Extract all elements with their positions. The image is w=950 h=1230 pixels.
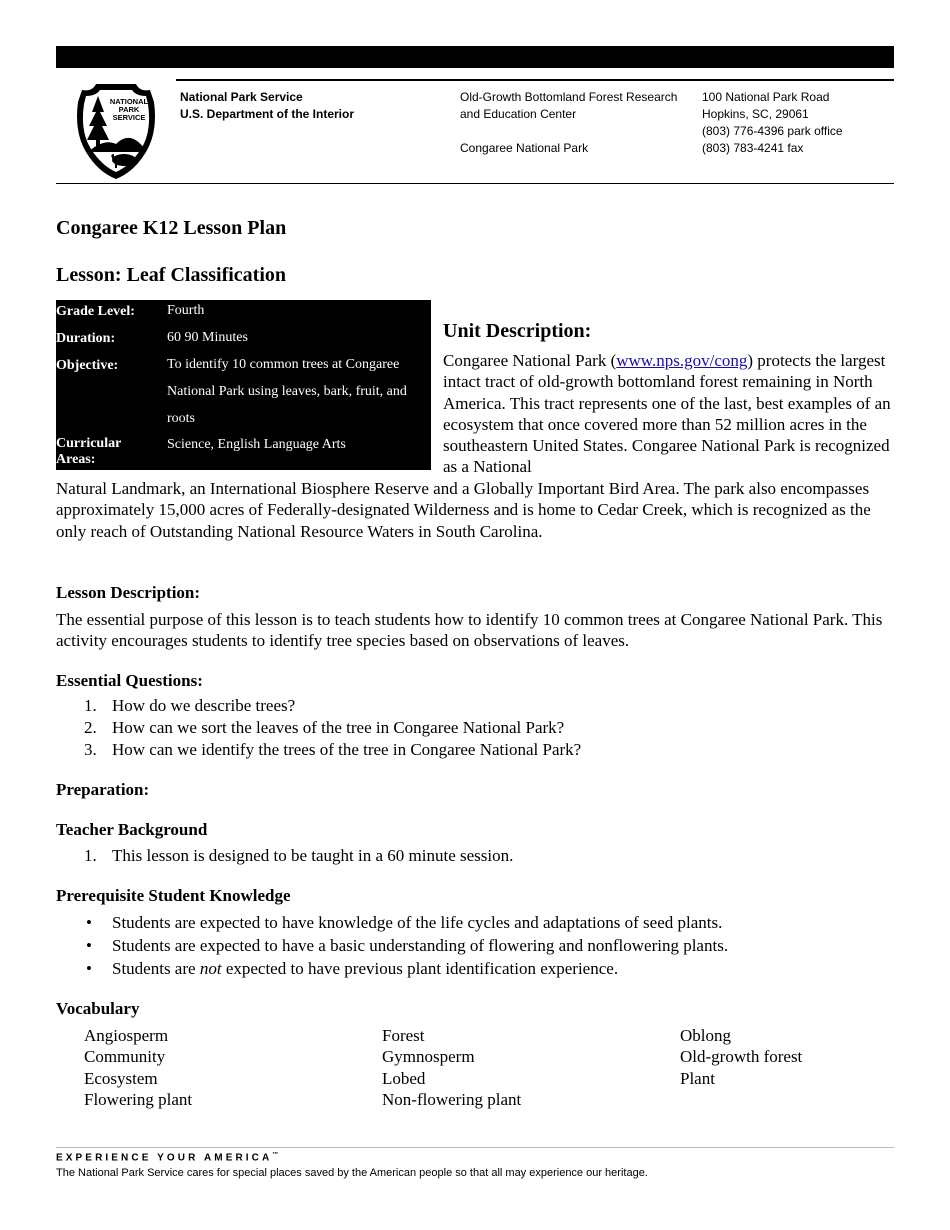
bullet-2: • xyxy=(86,936,92,955)
prerequisite-heading: Prerequisite Student Knowledge xyxy=(56,886,291,905)
duration-label: Duration: xyxy=(56,331,116,346)
prerequisite-3-emphasis: not xyxy=(199,959,222,978)
background-1: This lesson is designed to be taught in a 60 minute session. xyxy=(112,846,514,865)
vocabulary-column-1 xyxy=(84,1025,192,1110)
question-1: How do we describe trees? xyxy=(112,696,296,715)
address-block xyxy=(702,89,843,157)
org-block xyxy=(180,89,354,123)
vocabulary-heading: Vocabulary xyxy=(56,999,140,1018)
address-city: Hopkins, SC, 29061 xyxy=(702,107,809,121)
unit-text-start: Congaree National Park ( xyxy=(443,351,617,370)
vocab-term: Ecosystem xyxy=(84,1068,158,1088)
footer-rule xyxy=(56,1147,894,1148)
lesson-description-heading: Lesson Description: xyxy=(56,583,201,602)
grade-label: Grade Level: xyxy=(56,304,135,319)
phone-office: (803) 776-4396 park office xyxy=(702,124,843,138)
lesson-info-box xyxy=(56,300,431,470)
center-name-line2: and Education Center xyxy=(460,107,577,121)
objective-value: To identify 10 common trees at Congaree National Park using leaves, bark, fruit, and roots xyxy=(167,357,407,426)
grade-value: Fourth xyxy=(167,303,205,318)
prerequisite-1: Students are expected to have knowledge of the life cycles and adaptations of seed plants. xyxy=(112,913,723,932)
spacer xyxy=(460,123,677,140)
vocab-term: Community xyxy=(84,1047,166,1067)
unit-description-continuation: Natural Landmark, an International Biosphere Reserve and a Globally Important Bird Area. The park also encompasses approximately 15,000 acres of Federally-designated Wilderness and is home to Cedar Creek, which is recognized as the only reach of Outstanding National Resource Waters in South Carolina. xyxy=(56,479,871,541)
prerequisite-3 xyxy=(112,959,618,979)
page-title: Congaree K12 Lesson Plan xyxy=(56,217,287,239)
tagline-text: EXPERIENCE YOUR AMERICA xyxy=(56,1152,273,1164)
preparation-heading: Preparation: xyxy=(56,780,150,799)
unit-description-text xyxy=(443,350,893,478)
prerequisite-3-end: expected to have previous plant identification experience. xyxy=(221,959,619,978)
unit-text-rest: ) protects the largest intact tract of old-growth bottomland forest remaining in North America. This tract represents one of the last, best examples of an ecosystem that once covered more than 52 million acres in the southeastern United States. Congaree National Park is recognized as a National xyxy=(443,351,891,477)
header-bottom-rule xyxy=(56,183,894,184)
vocab-term: Gymnosperm xyxy=(382,1047,475,1067)
question-2-number: 2. xyxy=(84,718,97,737)
nps-arrowhead-logo xyxy=(74,82,158,180)
background-1-number: 1. xyxy=(84,846,97,865)
logo-text-park: PARK xyxy=(118,105,140,114)
nps-link[interactable]: www.nps.gov/cong xyxy=(616,351,748,370)
lesson-title: Lesson: Leaf Classification xyxy=(56,264,286,286)
vocab-term: Non-flowering plant xyxy=(382,1089,522,1109)
vocabulary-column-3 xyxy=(680,1025,802,1089)
center-block xyxy=(460,89,677,157)
duration-value: 60 90 Minutes xyxy=(167,330,248,345)
center-name-line1: Old-Growth Bottomland Forest Research xyxy=(460,90,678,104)
areas-value: Science, English Language Arts xyxy=(167,437,346,452)
logo-text-national: NATIONAL xyxy=(109,97,149,106)
vocab-term: Old-growth forest xyxy=(680,1047,803,1067)
park-name: Congaree National Park xyxy=(460,141,589,155)
org-department: U.S. Department of the Interior xyxy=(180,107,355,121)
address-street: 100 National Park Road xyxy=(702,90,830,104)
prerequisite-2: Students are expected to have a basic understanding of flowering and nonflowering plants. xyxy=(112,936,729,955)
header-black-bar xyxy=(56,46,894,68)
org-name: National Park Service xyxy=(180,90,303,104)
vocab-term: Oblong xyxy=(680,1026,731,1045)
objective-label: Objective: xyxy=(56,358,119,373)
header-rule xyxy=(176,79,894,81)
prerequisite-3-start: Students are xyxy=(112,959,200,978)
question-3-number: 3. xyxy=(84,740,97,759)
question-3: How can we identify the trees of the tree in Congaree National Park? xyxy=(112,740,582,759)
question-1-number: 1. xyxy=(84,696,97,715)
footer-tagline xyxy=(56,1152,278,1163)
vocabulary-column-2 xyxy=(382,1025,521,1110)
logo-text-service: SERVICE xyxy=(112,113,146,122)
footer-statement: The National Park Service cares for special places saved by the American people so that all may experience our heritage. xyxy=(56,1167,648,1179)
areas-label: Curricular Areas: xyxy=(56,436,122,467)
bullet-3: • xyxy=(86,959,92,978)
teacher-background-heading: Teacher Background xyxy=(56,820,208,839)
unit-description-heading: Unit Description: xyxy=(443,320,592,342)
question-2: How can we sort the leaves of the tree in Congaree National Park? xyxy=(112,718,565,737)
vocab-term: Forest xyxy=(382,1026,425,1045)
lesson-description-text: The essential purpose of this lesson is to teach students how to identify 10 common trees at Congaree National Park. This activity encourages students to identify tree species based on observations of leaves. xyxy=(56,610,883,651)
vocab-term: Flowering plant xyxy=(84,1089,193,1109)
essential-questions-heading: Essential Questions: xyxy=(56,671,203,690)
vocab-term: Lobed xyxy=(382,1068,426,1088)
trademark: ™ xyxy=(272,1152,279,1158)
vocab-term: Angiosperm xyxy=(84,1026,169,1045)
vocab-term: Plant xyxy=(680,1068,715,1088)
bullet-1: • xyxy=(86,913,92,932)
phone-fax: (803) 783-4241 fax xyxy=(702,141,804,155)
